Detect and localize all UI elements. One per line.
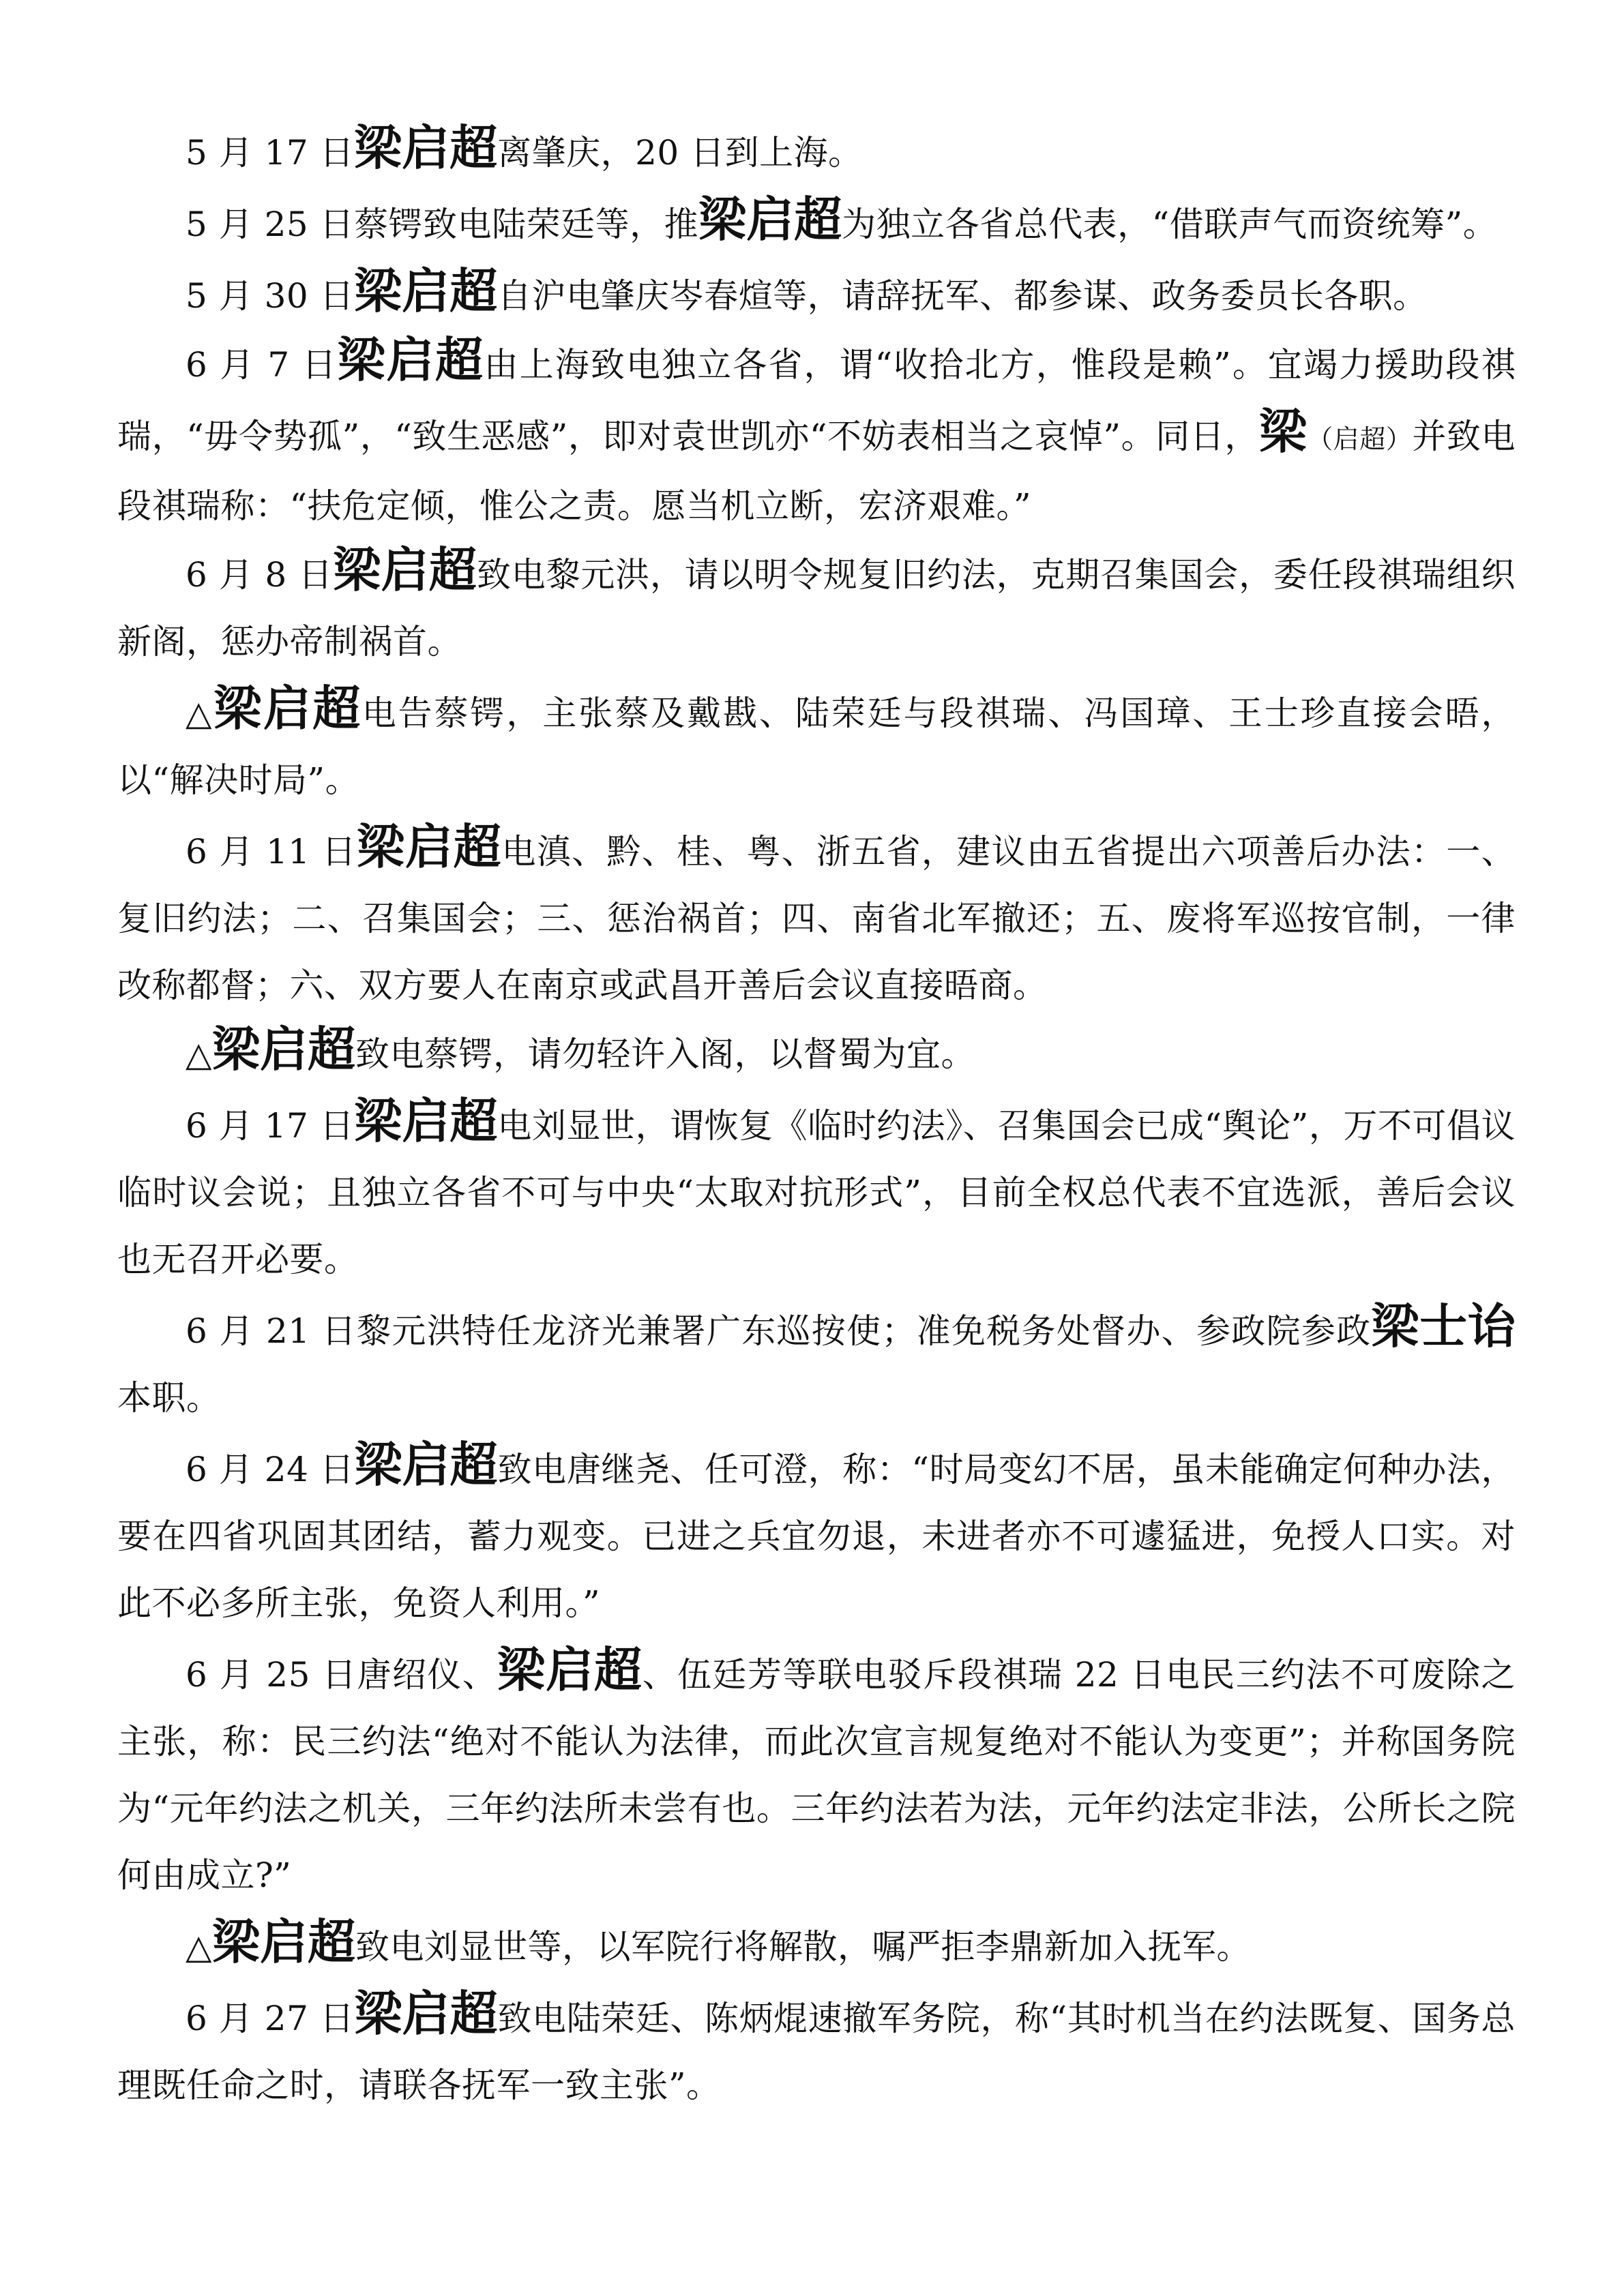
- person-name: 梁启超: [213, 681, 362, 736]
- paragraph-june-11: 6 月 11 日梁启超电滇、黔、桂、粤、浙五省，建议由五省提出六项善后办法：一、复旧约法；二、召集国会；三、惩治祸首；四、南省北军撤还；五、废将军巡按官制，一律改称都督；六、双方要人在南京或武昌开善后会议直接晤商。: [117, 819, 1516, 1005]
- person-name: 梁启超: [354, 1093, 498, 1149]
- person-name: 梁启超: [337, 332, 484, 388]
- paragraph-june-25-note: △梁启超致电刘显世等，以军院行将解散，嘱严拒李鼎新加入抚军。: [186, 1914, 1251, 1970]
- paragraph-june-25: 6 月 25 日唐绍仪、梁启超、伍廷芳等联电驳斥段祺瑞 22 日电民三约法不可废除之主张，称：民三约法“绝对不能认为法律，而此次宣言规复绝对不能认为变更”；并称国务院为“元年约法之机关，三年约法所未尝有也。三年约法若为法，元年约法定非法，公所长之院何由成立?”: [117, 1642, 1516, 1895]
- person-name: 梁启超: [354, 1437, 498, 1493]
- person-name: 梁启超: [333, 542, 477, 598]
- paragraph-may-25: 5 月 25 日蔡锷致电陆荣廷等，推梁启超为独立各省总代表，“借联声气而资统筹”。: [186, 192, 1498, 248]
- paragraph-june-8: 6 月 8 日梁启超致电黎元洪，请以明令规复旧约法，克期召集国会，委任段祺瑞组织新阁，惩办帝制祸首。: [117, 542, 1516, 661]
- name-annotation: （启超）: [1307, 424, 1413, 454]
- person-name: 梁士诒: [1371, 1298, 1516, 1354]
- person-name: 梁启超: [357, 819, 502, 875]
- person-name: 梁启超: [211, 1022, 355, 1077]
- person-name: 梁启超: [354, 1986, 498, 2042]
- paragraph-june-11-note: △梁启超致电蔡锷，请勿轻许入阁，以督蜀为宜。: [186, 1022, 975, 1077]
- paragraph-may-17: 5 月 17 日梁启超离肇庆，20 日到上海。: [186, 120, 863, 176]
- person-name: 梁启超: [211, 1914, 355, 1970]
- person-name: 梁启超: [497, 1642, 643, 1698]
- person-name: 梁启超: [354, 263, 498, 319]
- paragraph-may-30: 5 月 30 日梁启超自沪电肇庆岑春煊等，请辞抚军、都参谋、政务委员长各职。: [186, 263, 1428, 319]
- document-body: [117, 115, 1516, 2119]
- person-name: 梁: [1258, 404, 1308, 460]
- paragraph-june-21: 6 月 21 日黎元洪特任龙济光兼署广东巡按使；准免税务处督办、参政院参政梁士诒本职。: [117, 1298, 1516, 1418]
- paragraph-june-24: 6 月 24 日梁启超致电唐继尧、任可澄，称：“时局变幻不居，虽未能确定何种办法，要在四省巩固其团结，蓄力观变。已进之兵宜勿退，未进者亦不可遽猛进，免授人口实。对此不必多所主张，免资人利用。”: [117, 1437, 1516, 1623]
- paragraph-june-8-note: △梁启超电告蔡锷，主张蔡及戴戡、陆荣廷与段祺瑞、冯国璋、王士珍直接会晤，以“解决时局”。: [117, 681, 1516, 800]
- paragraph-june-27: 6 月 27 日梁启超致电陆荣廷、陈炳焜速撤军务院，称“其时机当在约法既复、国务总理既任命之时，请联各抚军一致主张”。: [117, 1986, 1516, 2105]
- person-name: 梁启超: [698, 192, 842, 248]
- paragraph-june-17: 6 月 17 日梁启超电刘显世，谓恢复《临时约法》、召集国会已成“舆论”，万不可倡议临时议会说；且独立各省不可与中央“太取对抗形式”，目前全权总代表不宜选派，善后会议也无召开必要。: [117, 1093, 1516, 1279]
- paragraph-june-7: 6 月 7 日梁启超由上海致电独立各省，谓“收拾北方，惟段是赖”。宜竭力援助段祺瑞，“毋令势孤”，“致生恶感”，即对袁世凯亦“不妨表相当之哀悼”。同日，梁（启超）并致电段祺瑞称：“扶危定倾，惟公之责。愿当机立断，宏济艰难。”: [117, 332, 1516, 526]
- person-name: 梁启超: [354, 120, 498, 176]
